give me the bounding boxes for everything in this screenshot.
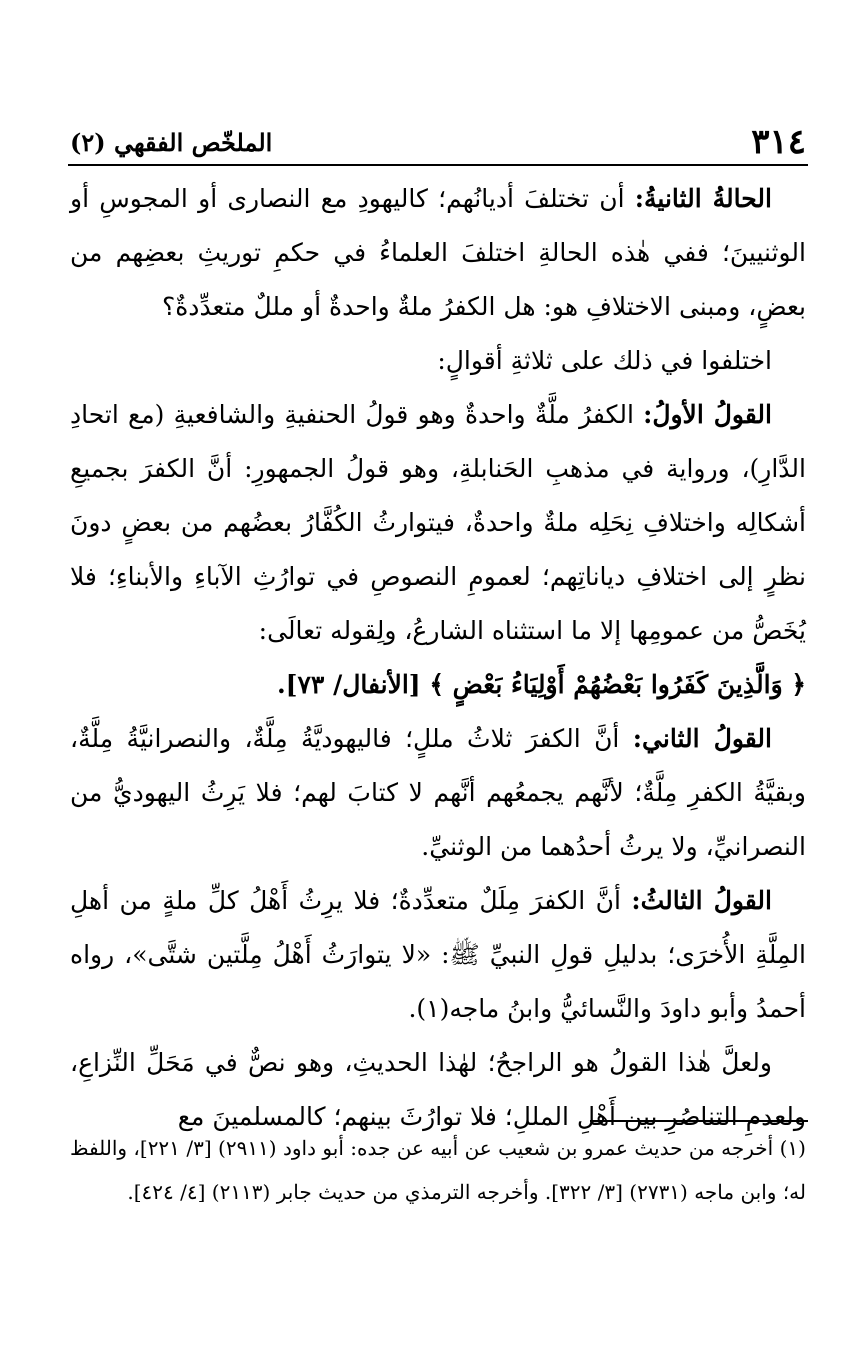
paragraph-heading: الحالةُ الثانيةُ:: [634, 184, 772, 213]
page-number: ٣١٤: [751, 122, 806, 162]
header-divider: [68, 164, 808, 166]
footnote-divider: [590, 1120, 808, 1122]
paragraph-text: أنَّ الكفرَ ثلاثُ مللٍ؛ فاليهوديَّةُ مِلَّةٌ، والنصرانيَّةُ مِلَّةٌ، وبقيَّةُ الكفرِ مِلَّةٌ؛ لأنَّهم يجمعُهم أنَّهم لا كتابَ لهم؛ فلا يَرِثُ اليهوديُّ من النصرانيِّ، ولا يرثُ أحدُهما من الوثنيِّ.: [70, 724, 806, 861]
paragraph-second-case: [70, 172, 806, 334]
paragraph-first-opinion: [70, 388, 806, 658]
paragraph-third-opinion: [70, 874, 806, 1036]
main-text: [70, 172, 806, 1144]
paragraph-text: أن تختلفَ أديانُهم؛ كاليهودِ مع النصارى أو المجوسِ أو الوثنيينَ؛ ففي هٰذه الحالةِ اختلفَ العلماءُ في حكمِ توريثِ بعضِهم من بعضٍ، ومبنى الاختلافِ هو: هل الكفرُ ملةٌ واحدةٌ أو مللٌ متعدِّدةٌ؟: [70, 184, 806, 321]
paragraph-heading: القولُ الثاني:: [632, 724, 772, 753]
paragraph-heading: القولُ الأولُ:: [643, 400, 772, 429]
paragraph-text: اختلفوا في ذلك على ثلاثةِ أقوالٍ:: [437, 346, 772, 375]
page-header: [70, 118, 806, 166]
footnote-1: (١) أخرجه من حديث عمرو بن شعيب عن أبيه عن جده: أبو داود (٢٩١١) [٣/ ٢٢١]، واللفظ له؛ وابن ماجه (٢٧٣١) [٣/ ٣٢٢]. وأخرجه الترمذي من حديث جابر (٢١١٣) [٤/ ٤٢٤].: [70, 1136, 806, 1204]
paragraph-text: الكفرُ ملَّةٌ واحدةٌ وهو قولُ الحنفيةِ والشافعيةِ (مع اتحادِ الدَّارِ)، ورواية في مذهبِ الحَنابلةِ، وهو قولُ الجمهورِ: أنَّ الكفرَ بجميعِ أشكالِه واختلافِ نِحَلِه ملةٌ واحدةٌ، فيتوارثُ الكُفَّارُ بعضُهم من بعضٍ دونَ نظرٍ إلى اختلافِ دياناتِهم؛ لعمومِ النصوصِ في توارُثِ الآباءِ والأبناءِ؛ فلا يُخَصُّ من عمومِها إلا ما استثناه الشارعُ، ولِقوله تعالَى:: [70, 400, 806, 645]
paragraph-text: أنَّ الكفرَ مِلَلٌ متعدِّدةٌ؛ فلا يرِثُ أَهْلُ كلِّ ملةٍ من أهلِ المِلَّةِ الأُخرَى؛ بدليلِ قولِ النبيِّ ﷺ: «لا يتوارَثُ أَهْلُ مِلَّتين شتَّى»، رواه أحمدُ وأبو داودَ والنَّسائيُّ وابنُ ماجه(١).: [70, 886, 806, 1023]
paragraph-second-opinion: [70, 712, 806, 874]
paragraph-three-opinions: [70, 334, 806, 388]
verse-text: ﴿ وَالَّذِينَ كَفَرُوا بَعْضُهُمْ أَوْلِيَاءُ بَعْضٍ ﴾ [الأنفال/ ٧٣].: [276, 670, 806, 699]
paragraph-heading: القولُ الثالثُ:: [631, 886, 772, 915]
paragraph-text: ولعلَّ هٰذا القولُ هو الراجحُ؛ لهٰذا الحديثِ، وهو نصٌّ في مَحَلِّ النِّزاعِ، ولعدمِ التناصُرِ بين أَهْلِ المللِ؛ فلا توارُثَ بينهم؛ كالمسلمينَ مع: [70, 1048, 806, 1131]
footnotes: [70, 1126, 806, 1214]
quran-verse: [70, 658, 806, 712]
book-title: الملخّص الفقهي (٢): [70, 128, 273, 157]
